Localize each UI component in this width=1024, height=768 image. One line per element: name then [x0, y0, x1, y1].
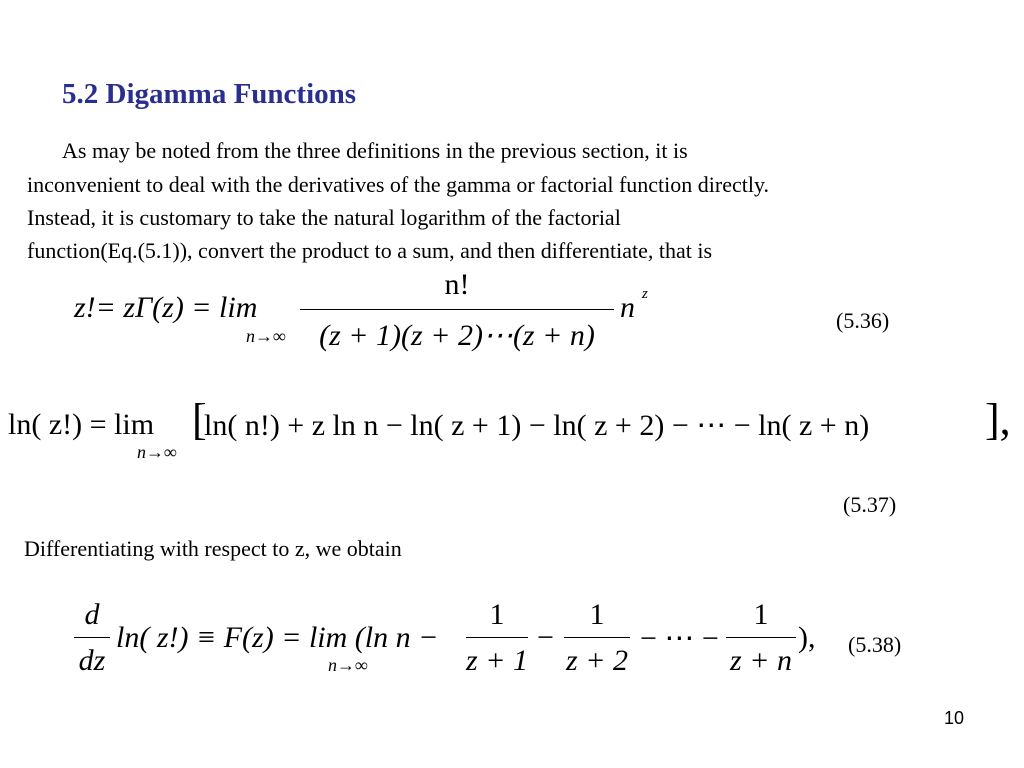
paragraph-line-4: function(Eq.(5.1)), convert the product to a sum, and then differentiate, that is: [27, 238, 713, 263]
eq538-frac1-bar: [466, 637, 528, 638]
eq538-d-numerator: d: [84, 598, 100, 631]
eq538-frac3-den: z + n: [730, 644, 792, 677]
eq538-tail: ),: [798, 621, 816, 654]
eq538-middle: ln( z!) ≡ F(z) = lim (ln n −: [116, 621, 439, 654]
page-number: 10: [943, 708, 964, 728]
eq537-close-bracket: ],: [985, 395, 1011, 444]
eq537-open-bracket: [: [192, 395, 207, 444]
differentiating-text: Differentiating with respect to z, we obtain: [24, 536, 402, 561]
eq537-limit-subscript: n→∞: [137, 442, 177, 462]
eq537-body: ln( n!) + z ln n − ln( z + 1) − ln( z + 2) − ⋯ − ln( z + n): [204, 409, 870, 442]
eq538-frac3-bar: [726, 637, 796, 638]
section-title: 5.2 Digamma Functions: [62, 78, 357, 110]
eq536-lhs: z!= zΓ(z) = lim: [74, 291, 258, 324]
eq538-limit-subscript: n→∞: [328, 655, 368, 675]
eq538-frac2-den: z + 2: [566, 644, 628, 677]
eq538-frac1-num: 1: [489, 598, 505, 631]
eq536-tail-superscript: z: [642, 286, 648, 302]
paragraph-line-3: Instead, it is customary to take the natural logarithm of the factorial: [27, 205, 621, 230]
eq536-number: (5.36): [836, 308, 890, 333]
eq538-frac2-num: 1: [589, 598, 605, 631]
eq538-d-denominator: dz: [78, 644, 106, 677]
paragraph-line-1: As may be noted from the three definitions in the previous section, it is: [62, 138, 688, 163]
eq538-derivative-bar: [74, 637, 110, 638]
eq536-denominator: (z + 1)(z + 2)⋯(z + n): [319, 319, 595, 352]
eq537-lhs: ln( z!) = lim: [8, 408, 155, 441]
eq538-dots: − ⋯ −: [640, 622, 719, 655]
eq537-number: (5.37): [843, 492, 897, 517]
eq536-numerator: n!: [444, 268, 470, 301]
paragraph-line-2: inconvenient to deal with the derivatives of the gamma or factorial function directly.: [27, 172, 770, 197]
eq536-fraction-bar: [300, 309, 614, 310]
eq538-frac3-num: 1: [753, 598, 769, 631]
eq538-number: (5.38): [848, 632, 902, 657]
eq536-tail-base: n: [620, 291, 635, 324]
eq536-limit-subscript: n→∞: [246, 326, 286, 346]
eq538-frac2-bar: [564, 637, 630, 638]
eq538-frac1-den: z + 1: [466, 644, 528, 677]
eq538-minus: −: [537, 621, 554, 654]
